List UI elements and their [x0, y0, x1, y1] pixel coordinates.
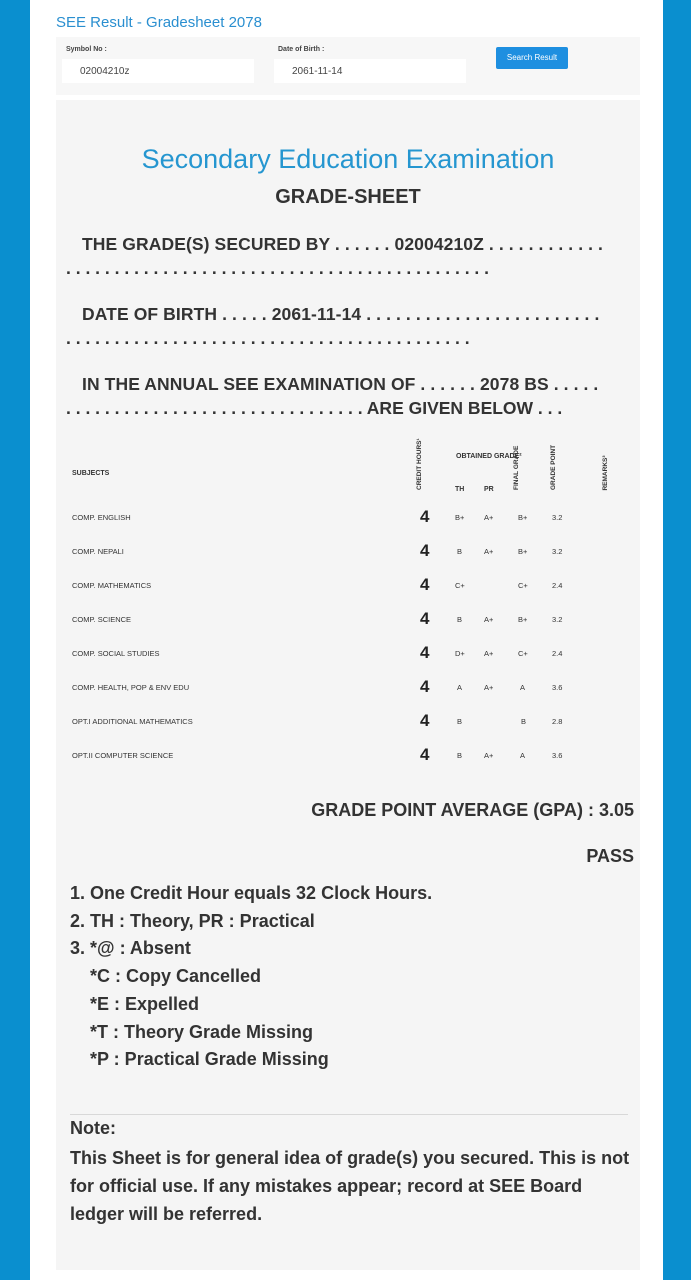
th-grade: C+ [455, 581, 465, 590]
dob-input[interactable]: 2061-11-14 [274, 59, 466, 83]
final-grade: B+ [518, 513, 528, 522]
grade-point: 2.8 [552, 717, 563, 726]
secured-by-dots: . . . . . . . . . . . . . . . . . . . . . . . . . . . . . . . . . . . . . . . . . . . . [66, 258, 489, 278]
footnote-3: 3. *@ : Absent [70, 938, 191, 959]
final-grade: C+ [518, 649, 528, 658]
grade-point: 3.6 [552, 751, 563, 760]
final-grade: C+ [518, 581, 528, 590]
note-text: This Sheet is for general idea of grade(s) you secured. This is not for official use. If any mistakes appear; record at SEE Board ledger will be referred. [70, 1148, 630, 1224]
final-grade: B [521, 717, 527, 726]
grade-point: 3.2 [552, 547, 563, 556]
th-grade: D+ [455, 649, 465, 658]
th-grade: B [457, 547, 463, 556]
grade-point: 2.4 [552, 581, 563, 590]
app-title: SEE Result - Gradesheet 2078 [56, 14, 262, 31]
subject-name: COMP. ENGLISH [72, 513, 131, 522]
page [30, 0, 663, 1280]
th-grade: B [457, 751, 463, 760]
grade-point: 3.2 [552, 513, 563, 522]
table-row [56, 606, 640, 640]
header-obtained: OBTAINED GRADE² [456, 453, 522, 460]
table-row [56, 708, 640, 742]
note-title: Note: [70, 1118, 116, 1138]
header-final-grade: FINAL GRADE [513, 445, 520, 490]
th-grade: B+ [455, 513, 465, 522]
given-below-line: . . . . . . . . . . . . . . . . . . . . . . . . . . . . . . . ARE GIVEN BELOW . . . [66, 398, 563, 418]
secured-by-line: THE GRADE(S) SECURED BY . . . . . . 02004210Z . . . . . . . . . . . . [82, 234, 604, 254]
th-grade: B [457, 615, 463, 624]
final-grade: B+ [518, 615, 528, 624]
table-row [56, 504, 640, 538]
subject-name: OPT.I ADDITIONAL MATHEMATICS [72, 717, 193, 726]
header-grade-point: GRADE POINT [550, 444, 557, 490]
search-result-button[interactable]: Search Result [496, 47, 568, 69]
header-subjects: SUBJECTS [72, 470, 110, 477]
exam-title: Secondary Education Examination [141, 144, 555, 174]
dob-label: Date of Birth : [278, 46, 325, 53]
credit-hours: 4 [420, 745, 430, 764]
credit-hours: 4 [420, 711, 430, 730]
credit-hours: 4 [420, 507, 430, 526]
pr-grade: A+ [484, 513, 494, 522]
header-th: TH [455, 486, 465, 493]
search-form [56, 37, 640, 95]
subject-name: COMP. SOCIAL STUDIES [72, 649, 160, 658]
footnote-1: 1. One Credit Hour equals 32 Clock Hours. [70, 883, 433, 903]
gpa-summary: GRADE POINT AVERAGE (GPA) : 3.05 [311, 800, 634, 820]
grade-point: 3.6 [552, 683, 563, 692]
header-remarks: REMARKS³ [602, 455, 609, 491]
grade-point: 2.4 [552, 649, 563, 658]
table-row [56, 572, 640, 606]
header-pr: PR [484, 486, 494, 493]
pr-grade: A+ [484, 751, 494, 760]
footnote-3-practical-missing: *P : Practical Grade Missing [90, 1049, 329, 1070]
footnote-2: 2. TH : Theory, PR : Practical [70, 910, 315, 931]
dob-dots: . . . . . . . . . . . . . . . . . . . . . . . . . . . . . . . . . . . . . . . . . . [66, 328, 470, 348]
pr-grade: A+ [484, 547, 494, 556]
table-row [56, 640, 640, 674]
final-grade: A [520, 683, 526, 692]
credit-hours: 4 [420, 541, 430, 560]
dob-line: DATE OF BIRTH . . . . . 2061-11-14 . . . . . . . . . . . . . . . . . . . . . . . . [82, 304, 600, 324]
divider [70, 1114, 628, 1115]
table-row [56, 742, 640, 776]
result-status: PASS [586, 846, 634, 866]
symbol-label: Symbol No : [66, 46, 107, 53]
footnote-3-theory-missing: *T : Theory Grade Missing [90, 1021, 314, 1042]
subject-name: COMP. HEALTH, POP & ENV EDU [72, 683, 190, 692]
credit-hours: 4 [420, 643, 430, 662]
table-row [56, 674, 640, 708]
footnotes [70, 880, 432, 1074]
th-grade: B [457, 717, 463, 726]
table-row [56, 538, 640, 572]
final-grade: B+ [518, 547, 528, 556]
pr-grade: A+ [484, 649, 494, 658]
grade-sheet-heading: GRADE-SHEET [275, 186, 421, 208]
footnote-3-copy-cancelled: *C : Copy Cancelled [90, 966, 262, 987]
credit-hours: 4 [420, 677, 430, 696]
th-grade: A [457, 683, 463, 692]
subject-name: COMP. MATHEMATICS [72, 581, 152, 590]
final-grade: A [520, 751, 526, 760]
pr-grade: A+ [484, 683, 494, 692]
annual-exam-line: IN THE ANNUAL SEE EXAMINATION OF . . . . . . 2078 BS . . . . . [82, 374, 599, 394]
pr-grade: A+ [484, 615, 494, 624]
subject-name: COMP. NEPALI [72, 547, 124, 556]
grade-point: 3.2 [552, 615, 563, 624]
grade-sheet [56, 100, 640, 1270]
header-credit-hours: CREDIT HOURS¹ [416, 438, 423, 490]
credit-hours: 4 [420, 609, 430, 628]
credit-hours: 4 [420, 575, 430, 594]
subject-name: COMP. SCIENCE [72, 615, 132, 624]
subject-name: OPT.II COMPUTER SCIENCE [72, 751, 174, 760]
footnote-3-expelled: *E : Expelled [90, 993, 200, 1014]
symbol-input[interactable]: 02004210z [62, 59, 254, 83]
